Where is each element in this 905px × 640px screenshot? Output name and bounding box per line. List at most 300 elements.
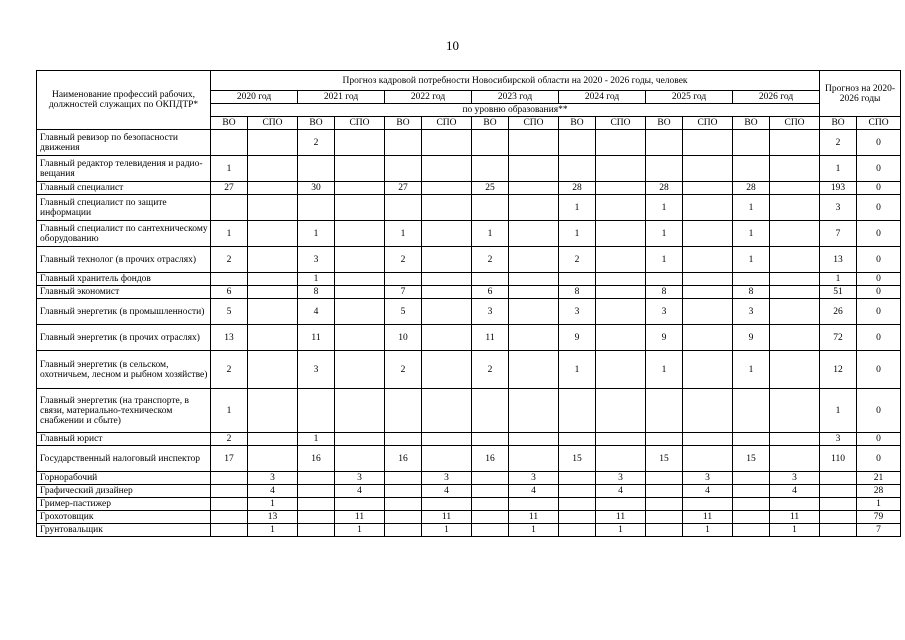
vo-value-cell: 13	[820, 247, 857, 273]
spo-value-cell: 4	[335, 485, 385, 498]
spo-value-cell	[422, 182, 472, 195]
spo-value-cell: 11	[509, 511, 559, 524]
vo-value-cell: 1	[559, 195, 596, 221]
vo-value-cell	[820, 498, 857, 511]
spo-value-cell	[770, 286, 820, 299]
spo-value-cell	[422, 130, 472, 156]
spo-value-cell	[596, 195, 646, 221]
vo-value-cell	[211, 195, 248, 221]
spo-value-cell: 3	[770, 472, 820, 485]
vo-value-cell: 11	[472, 325, 509, 351]
vo-value-cell: 27	[211, 182, 248, 195]
vo-value-cell	[298, 498, 335, 511]
header-spo: СПО	[596, 117, 646, 130]
spo-value-cell: 3	[596, 472, 646, 485]
spo-value-cell: 0	[857, 221, 901, 247]
header-vo: ВО	[211, 117, 248, 130]
table-row	[37, 156, 901, 182]
spo-value-cell	[509, 446, 559, 472]
spo-value-cell	[335, 182, 385, 195]
spo-value-cell	[509, 182, 559, 195]
spo-value-cell	[596, 498, 646, 511]
vo-value-cell: 7	[385, 286, 422, 299]
spo-value-cell: 0	[857, 351, 901, 389]
header-education-level: по уровню образования**	[211, 104, 820, 117]
spo-value-cell	[509, 286, 559, 299]
spo-value-cell	[770, 389, 820, 433]
header-vo: ВО	[559, 117, 596, 130]
header-spo: СПО	[248, 117, 298, 130]
spo-value-cell	[248, 299, 298, 325]
vo-value-cell: 2	[385, 247, 422, 273]
vo-value-cell: 30	[298, 182, 335, 195]
spo-value-cell	[422, 351, 472, 389]
spo-value-cell	[422, 325, 472, 351]
spo-value-cell	[335, 156, 385, 182]
vo-value-cell: 28	[559, 182, 596, 195]
vo-value-cell	[559, 433, 596, 446]
vo-value-cell: 1	[733, 351, 770, 389]
table-row	[37, 446, 901, 472]
vo-value-cell: 5	[211, 299, 248, 325]
vo-value-cell: 15	[733, 446, 770, 472]
vo-value-cell	[559, 498, 596, 511]
spo-value-cell: 3	[335, 472, 385, 485]
spo-value-cell: 11	[770, 511, 820, 524]
profession-name-cell: Главный специалист по сантехническому оборудованию	[37, 221, 211, 247]
vo-value-cell	[472, 511, 509, 524]
vo-value-cell: 10	[385, 325, 422, 351]
vo-value-cell: 2	[385, 351, 422, 389]
spo-value-cell	[683, 195, 733, 221]
spo-value-cell	[335, 247, 385, 273]
vo-value-cell	[211, 273, 248, 286]
vo-value-cell	[211, 524, 248, 537]
spo-value-cell	[509, 221, 559, 247]
spo-value-cell: 1	[248, 498, 298, 511]
vo-value-cell	[472, 156, 509, 182]
vo-value-cell	[211, 130, 248, 156]
spo-value-cell: 3	[422, 472, 472, 485]
vo-value-cell: 3	[298, 247, 335, 273]
header-year: 2023 год	[472, 91, 559, 104]
vo-value-cell: 1	[646, 195, 683, 221]
spo-value-cell: 11	[683, 511, 733, 524]
spo-value-cell	[596, 221, 646, 247]
spo-value-cell	[509, 433, 559, 446]
spo-value-cell	[596, 433, 646, 446]
vo-value-cell	[211, 485, 248, 498]
vo-value-cell: 2	[211, 247, 248, 273]
spo-value-cell	[770, 247, 820, 273]
vo-value-cell: 72	[820, 325, 857, 351]
spo-value-cell: 11	[596, 511, 646, 524]
spo-value-cell: 0	[857, 389, 901, 433]
vo-value-cell	[646, 389, 683, 433]
vo-value-cell	[298, 511, 335, 524]
vo-value-cell	[733, 273, 770, 286]
vo-value-cell	[385, 156, 422, 182]
spo-value-cell: 11	[422, 511, 472, 524]
vo-value-cell	[646, 472, 683, 485]
spo-value-cell: 0	[857, 286, 901, 299]
vo-value-cell: 1	[646, 221, 683, 247]
spo-value-cell	[248, 325, 298, 351]
vo-value-cell: 3	[820, 433, 857, 446]
spo-value-cell: 4	[683, 485, 733, 498]
spo-value-cell	[683, 273, 733, 286]
vo-value-cell	[385, 273, 422, 286]
spo-value-cell	[596, 351, 646, 389]
vo-value-cell: 8	[646, 286, 683, 299]
spo-value-cell	[248, 130, 298, 156]
spo-value-cell: 0	[857, 433, 901, 446]
vo-value-cell	[472, 524, 509, 537]
spo-value-cell	[596, 156, 646, 182]
vo-value-cell: 26	[820, 299, 857, 325]
vo-value-cell: 1	[820, 156, 857, 182]
profession-name-cell: Графический дизайнер	[37, 485, 211, 498]
profession-name-cell: Главный энергетик (в прочих отраслях)	[37, 325, 211, 351]
spo-value-cell	[683, 351, 733, 389]
spo-value-cell	[422, 247, 472, 273]
profession-name-cell: Главный энергетик (на транспорте, в связи, материально-техническом снабжении и сбыте)	[37, 389, 211, 433]
vo-value-cell: 6	[472, 286, 509, 299]
table-row	[37, 433, 901, 446]
vo-value-cell: 1	[211, 156, 248, 182]
spo-value-cell: 11	[335, 511, 385, 524]
vo-value-cell	[733, 511, 770, 524]
header-spo: СПО	[857, 117, 901, 130]
profession-name-cell: Главный энергетик (в сельском, охотничьем, лесном и рыбном хозяйстве)	[37, 351, 211, 389]
spo-value-cell	[770, 446, 820, 472]
spo-value-cell: 4	[248, 485, 298, 498]
spo-value-cell	[596, 273, 646, 286]
spo-value-cell	[335, 130, 385, 156]
vo-value-cell	[559, 130, 596, 156]
spo-value-cell	[422, 498, 472, 511]
vo-value-cell	[559, 472, 596, 485]
spo-value-cell	[683, 433, 733, 446]
spo-value-cell	[422, 389, 472, 433]
vo-value-cell	[211, 511, 248, 524]
vo-value-cell: 9	[646, 325, 683, 351]
spo-value-cell	[596, 299, 646, 325]
spo-value-cell: 4	[509, 485, 559, 498]
spo-value-cell	[770, 182, 820, 195]
spo-value-cell	[422, 446, 472, 472]
spo-value-cell	[596, 325, 646, 351]
vo-value-cell: 3	[559, 299, 596, 325]
table-row	[37, 286, 901, 299]
header-forecast-title: Прогноз кадровой потребности Новосибирской области на 2020 - 2026 годы, человек	[211, 71, 820, 91]
vo-value-cell: 6	[211, 286, 248, 299]
spo-value-cell	[422, 286, 472, 299]
vo-value-cell: 110	[820, 446, 857, 472]
table-row	[37, 472, 901, 485]
spo-value-cell: 1	[596, 524, 646, 537]
vo-value-cell: 1	[298, 273, 335, 286]
table-row	[37, 221, 901, 247]
vo-value-cell: 9	[559, 325, 596, 351]
spo-value-cell: 1	[509, 524, 559, 537]
vo-value-cell: 5	[385, 299, 422, 325]
spo-value-cell	[335, 221, 385, 247]
header-spo: СПО	[683, 117, 733, 130]
table-row	[37, 485, 901, 498]
vo-value-cell: 2	[559, 247, 596, 273]
spo-value-cell	[683, 325, 733, 351]
vo-value-cell: 17	[211, 446, 248, 472]
header-year: 2021 год	[298, 91, 385, 104]
spo-value-cell	[248, 389, 298, 433]
vo-value-cell	[472, 433, 509, 446]
vo-value-cell	[385, 195, 422, 221]
profession-name-cell: Главный энергетик (в промышленности)	[37, 299, 211, 325]
spo-value-cell	[335, 389, 385, 433]
table-row	[37, 498, 901, 511]
spo-value-cell: 0	[857, 156, 901, 182]
spo-value-cell	[509, 130, 559, 156]
header-year: 2025 год	[646, 91, 733, 104]
spo-value-cell: 1	[335, 524, 385, 537]
vo-value-cell: 2	[820, 130, 857, 156]
vo-value-cell	[385, 511, 422, 524]
spo-value-cell	[770, 325, 820, 351]
spo-value-cell	[335, 286, 385, 299]
spo-value-cell: 0	[857, 446, 901, 472]
spo-value-cell	[596, 446, 646, 472]
spo-value-cell	[770, 195, 820, 221]
vo-value-cell: 1	[733, 195, 770, 221]
spo-value-cell	[509, 156, 559, 182]
vo-value-cell	[733, 389, 770, 433]
vo-value-cell: 1	[298, 221, 335, 247]
spo-value-cell	[683, 498, 733, 511]
vo-value-cell: 2	[211, 433, 248, 446]
vo-value-cell: 16	[472, 446, 509, 472]
spo-value-cell: 7	[857, 524, 901, 537]
spo-value-cell	[596, 389, 646, 433]
vo-value-cell	[211, 472, 248, 485]
spo-value-cell	[683, 156, 733, 182]
vo-value-cell	[733, 524, 770, 537]
vo-value-cell: 15	[559, 446, 596, 472]
vo-value-cell: 2	[472, 247, 509, 273]
spo-value-cell: 1	[683, 524, 733, 537]
profession-name-cell: Горнорабочий	[37, 472, 211, 485]
profession-name-cell: Гример-пастижер	[37, 498, 211, 511]
table-row	[37, 325, 901, 351]
vo-value-cell	[298, 524, 335, 537]
vo-value-cell	[298, 472, 335, 485]
vo-value-cell: 28	[733, 182, 770, 195]
header-spo: СПО	[770, 117, 820, 130]
spo-value-cell	[683, 182, 733, 195]
spo-value-cell: 0	[857, 299, 901, 325]
profession-name-cell: Грохотовщик	[37, 511, 211, 524]
vo-value-cell: 27	[385, 182, 422, 195]
page-number: 10	[446, 38, 459, 53]
vo-value-cell	[385, 498, 422, 511]
profession-name-cell: Главный специалист	[37, 182, 211, 195]
spo-value-cell	[335, 433, 385, 446]
vo-value-cell: 1	[298, 433, 335, 446]
vo-value-cell	[298, 389, 335, 433]
vo-value-cell: 3	[646, 299, 683, 325]
spo-value-cell: 28	[857, 485, 901, 498]
vo-value-cell	[820, 485, 857, 498]
header-spo: СПО	[335, 117, 385, 130]
header-vo: ВО	[646, 117, 683, 130]
spo-value-cell: 1	[248, 524, 298, 537]
spo-value-cell	[335, 299, 385, 325]
vo-value-cell	[646, 433, 683, 446]
spo-value-cell	[248, 273, 298, 286]
spo-value-cell	[422, 299, 472, 325]
vo-value-cell	[472, 389, 509, 433]
vo-value-cell: 16	[385, 446, 422, 472]
header-vo: ВО	[298, 117, 335, 130]
spo-value-cell	[683, 286, 733, 299]
vo-value-cell	[472, 130, 509, 156]
vo-value-cell: 9	[733, 325, 770, 351]
spo-value-cell	[683, 446, 733, 472]
vo-value-cell	[298, 485, 335, 498]
vo-value-cell: 4	[298, 299, 335, 325]
spo-value-cell: 1	[857, 498, 901, 511]
spo-value-cell	[770, 299, 820, 325]
vo-value-cell	[733, 498, 770, 511]
spo-value-cell: 4	[770, 485, 820, 498]
spo-value-cell	[248, 221, 298, 247]
spo-value-cell: 3	[683, 472, 733, 485]
spo-value-cell	[509, 247, 559, 273]
vo-value-cell	[646, 524, 683, 537]
vo-value-cell	[298, 156, 335, 182]
spo-value-cell	[335, 498, 385, 511]
vo-value-cell	[298, 195, 335, 221]
vo-value-cell: 7	[820, 221, 857, 247]
table-row	[37, 273, 901, 286]
vo-value-cell: 3	[472, 299, 509, 325]
vo-value-cell	[733, 156, 770, 182]
header-vo: ВО	[733, 117, 770, 130]
spo-value-cell: 13	[248, 511, 298, 524]
header-spo: СПО	[509, 117, 559, 130]
header-year: 2022 год	[385, 91, 472, 104]
spo-value-cell	[683, 247, 733, 273]
spo-value-cell	[335, 351, 385, 389]
vo-value-cell: 193	[820, 182, 857, 195]
vo-value-cell	[646, 498, 683, 511]
vo-value-cell: 13	[211, 325, 248, 351]
spo-value-cell	[770, 351, 820, 389]
vo-value-cell: 1	[385, 221, 422, 247]
header-year: 2024 год	[559, 91, 646, 104]
header-year: 2026 год	[733, 91, 820, 104]
header-vo: ВО	[820, 117, 857, 130]
spo-value-cell	[770, 433, 820, 446]
profession-name-cell: Главный юрист	[37, 433, 211, 446]
header-profession-name: Наименование профессий рабочих, должностей служащих по ОКПДТР*	[37, 71, 211, 130]
spo-value-cell	[248, 433, 298, 446]
spo-value-cell	[596, 247, 646, 273]
vo-value-cell: 1	[211, 221, 248, 247]
spo-value-cell	[422, 433, 472, 446]
spo-value-cell: 1	[770, 524, 820, 537]
table-row	[37, 299, 901, 325]
vo-value-cell: 1	[646, 351, 683, 389]
spo-value-cell: 0	[857, 182, 901, 195]
spo-value-cell: 0	[857, 273, 901, 286]
profession-name-cell: Главный специалист по защите информации	[37, 195, 211, 221]
spo-value-cell	[509, 498, 559, 511]
profession-name-cell: Главный технолог (в прочих отраслях)	[37, 247, 211, 273]
vo-value-cell	[559, 485, 596, 498]
spo-value-cell: 0	[857, 325, 901, 351]
vo-value-cell: 1	[472, 221, 509, 247]
spo-value-cell	[596, 286, 646, 299]
spo-value-cell	[248, 286, 298, 299]
vo-value-cell	[646, 130, 683, 156]
vo-value-cell: 1	[559, 351, 596, 389]
header-year: 2020 год	[211, 91, 298, 104]
spo-value-cell	[770, 156, 820, 182]
vo-value-cell	[646, 511, 683, 524]
table-row	[37, 511, 901, 524]
header-vo: ВО	[385, 117, 422, 130]
vo-value-cell	[472, 273, 509, 286]
spo-value-cell	[509, 273, 559, 286]
spo-value-cell	[770, 273, 820, 286]
vo-value-cell	[820, 511, 857, 524]
spo-value-cell: 21	[857, 472, 901, 485]
vo-value-cell	[472, 498, 509, 511]
spo-value-cell	[509, 389, 559, 433]
spo-value-cell	[248, 195, 298, 221]
vo-value-cell	[646, 485, 683, 498]
spo-value-cell	[683, 389, 733, 433]
spo-value-cell	[248, 446, 298, 472]
vo-value-cell	[559, 273, 596, 286]
vo-value-cell: 11	[298, 325, 335, 351]
header-total-forecast: Прогноз на 2020-2026 годы	[820, 71, 901, 117]
table-row	[37, 182, 901, 195]
spo-value-cell	[248, 156, 298, 182]
spo-value-cell	[422, 221, 472, 247]
spo-value-cell	[596, 182, 646, 195]
spo-value-cell	[683, 130, 733, 156]
vo-value-cell: 3	[733, 299, 770, 325]
vo-value-cell	[385, 389, 422, 433]
spo-value-cell	[248, 247, 298, 273]
spo-value-cell: 4	[596, 485, 646, 498]
vo-value-cell: 8	[298, 286, 335, 299]
vo-value-cell: 2	[472, 351, 509, 389]
vo-value-cell	[559, 524, 596, 537]
vo-value-cell	[385, 433, 422, 446]
vo-value-cell	[646, 156, 683, 182]
spo-value-cell: 0	[857, 130, 901, 156]
spo-value-cell	[596, 130, 646, 156]
vo-value-cell: 51	[820, 286, 857, 299]
vo-value-cell	[472, 195, 509, 221]
vo-value-cell: 1	[646, 247, 683, 273]
spo-value-cell	[335, 446, 385, 472]
spo-value-cell	[248, 351, 298, 389]
profession-name-cell: Главный экономист	[37, 286, 211, 299]
